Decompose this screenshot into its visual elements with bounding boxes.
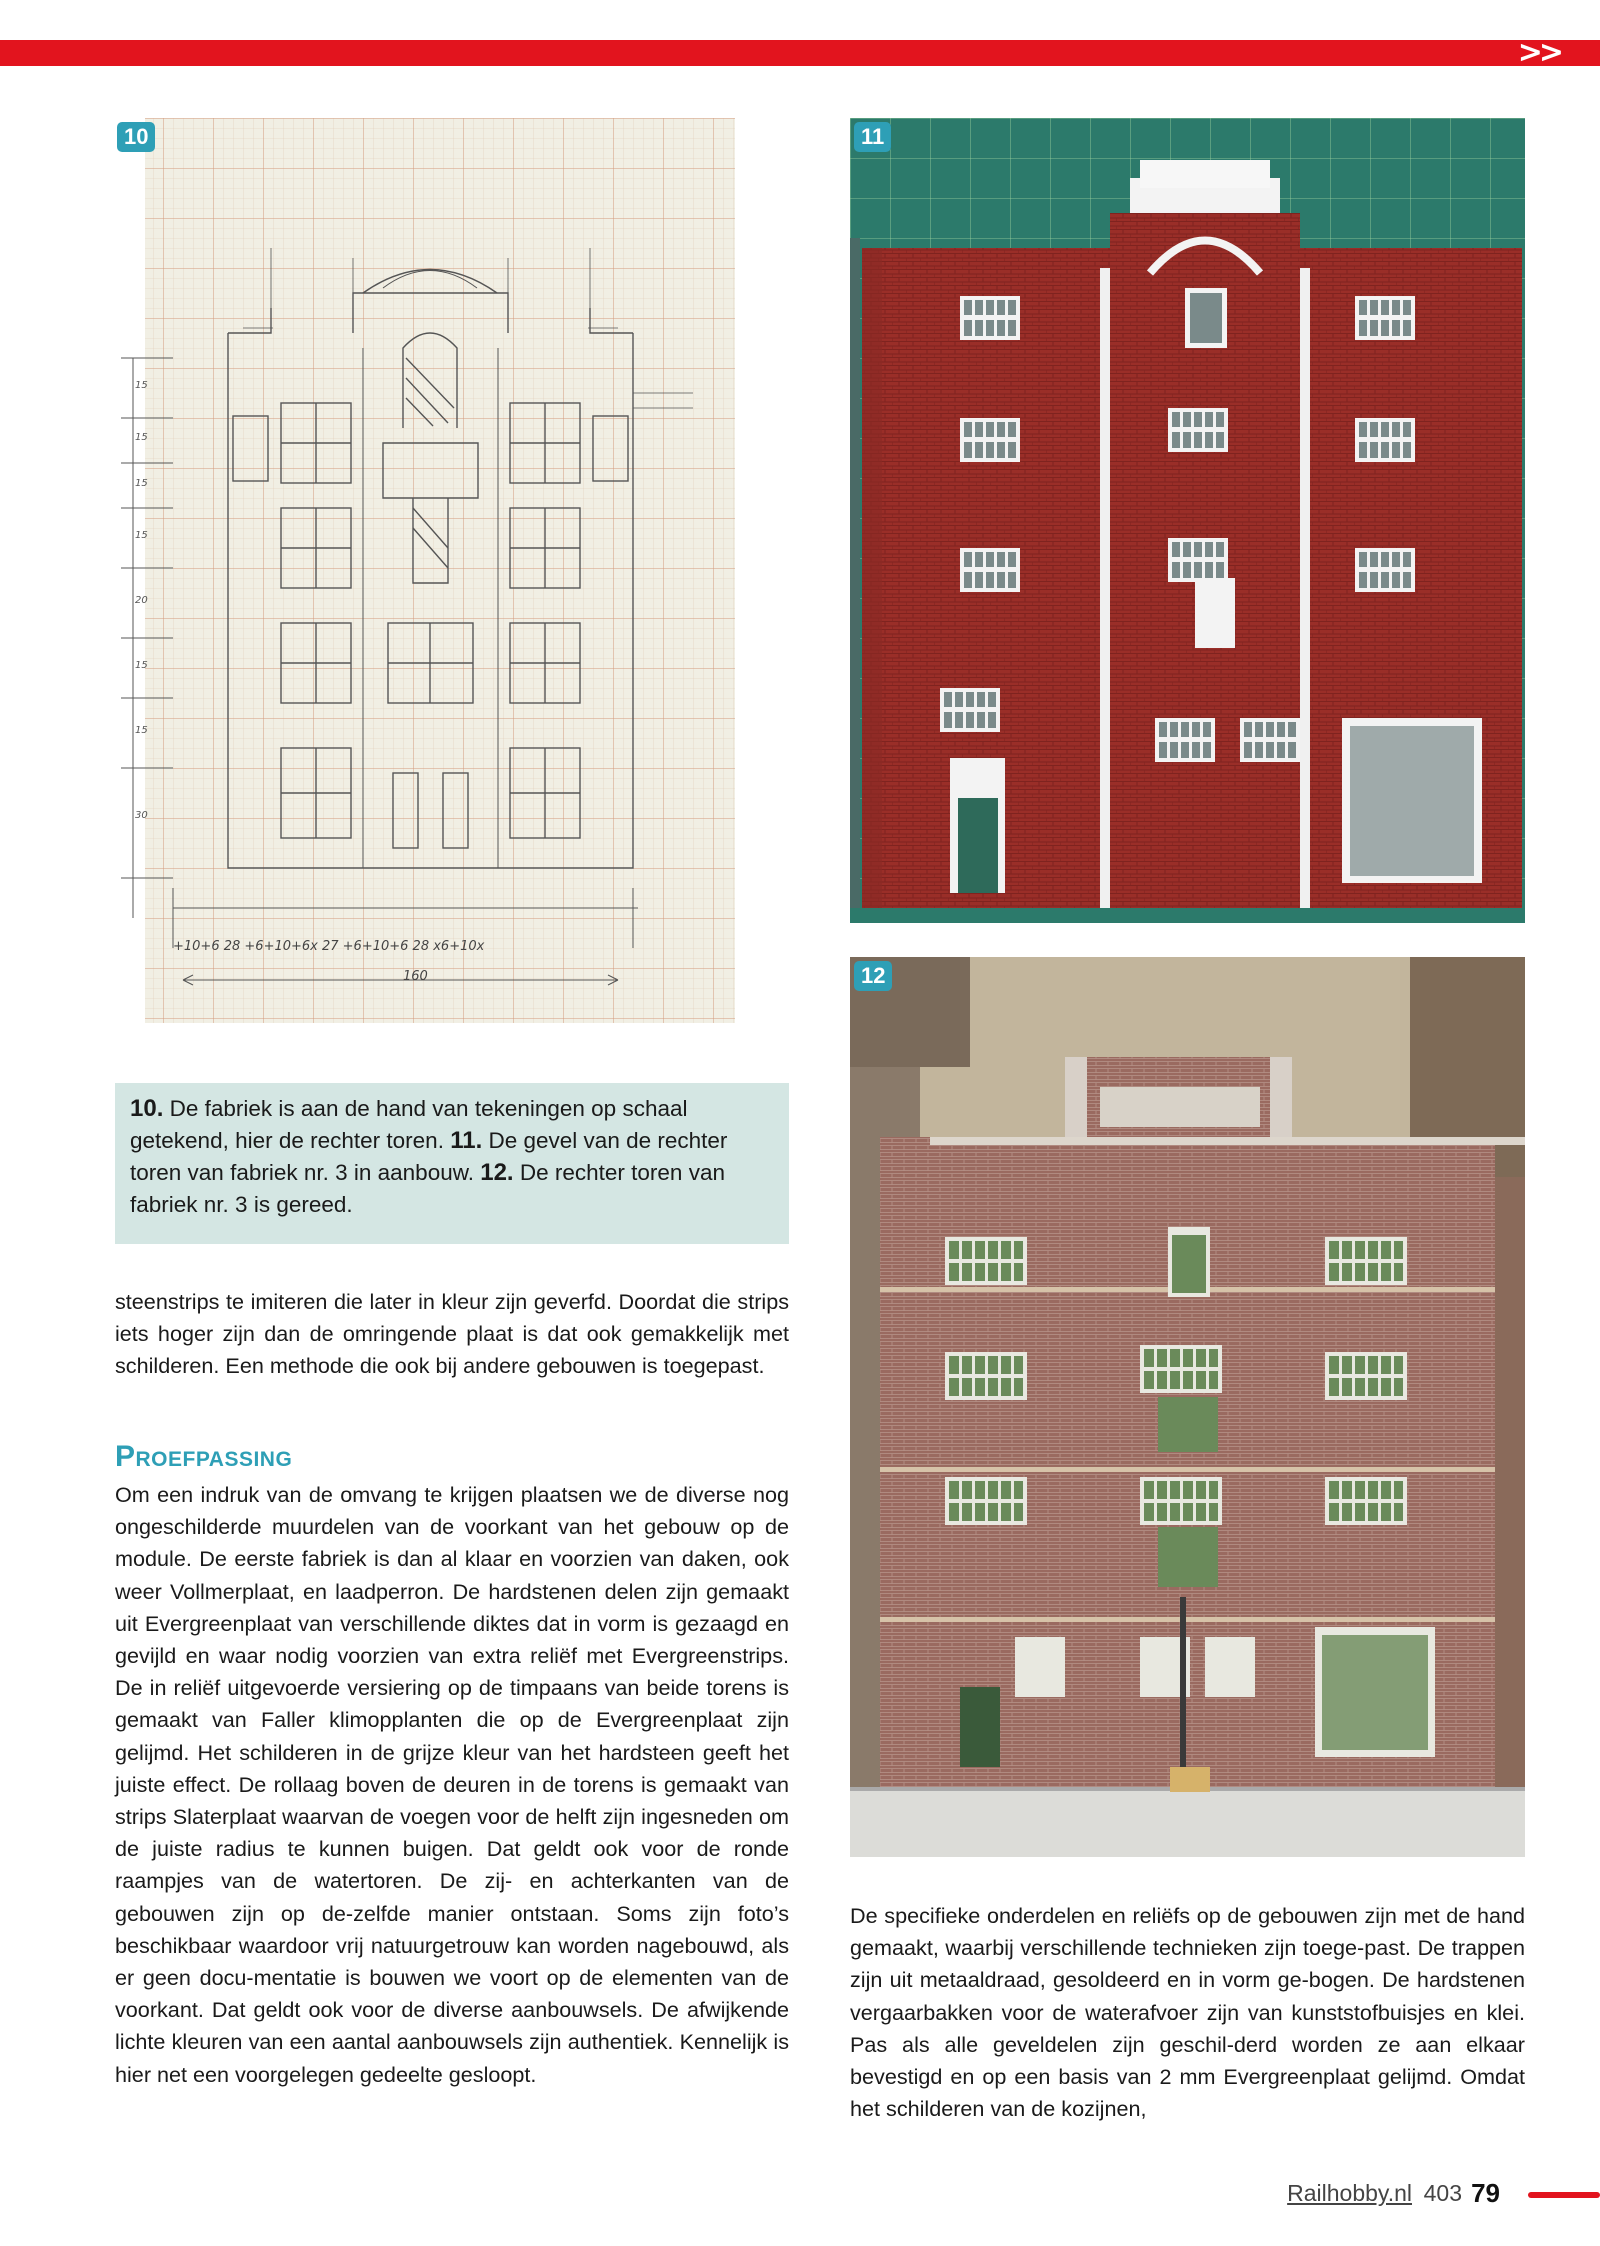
caption-text-12: De rechter toren van fabriek nr. 3 is gereed. — [130, 1160, 725, 1217]
caption-num-11: 11. — [450, 1127, 483, 1154]
top-red-bar — [0, 35, 1600, 70]
caption-text-10: De fabriek is aan de hand van tekeningen op schaal getekend, hier de rechter toren. — [130, 1096, 688, 1153]
drawing-total-width: 160 — [403, 969, 428, 984]
figure-10-drawing — [113, 118, 735, 1023]
side-dim-2: 15 — [135, 432, 148, 443]
figure-11-photo — [850, 118, 1525, 923]
body-paragraph-3: De specifieke onderdelen en reliëfs op de gebouwen zijn met de hand gemaakt, waarbij verschillende technieken zijn toege-past. De trappen zijn uit metaaldraad, gesoldeerd en in vorm ge-bogen. De hardstenen vergaarbakken voor de waterafvoer zijn van kunststofbuisjes en klei. Pas als alle geveldelen zijn geschil-derd worden ze aan elkaar bevestigd en op een basis van 2 mm Evergreenplaat gelijmd. Omdat het schilderen van de kozijnen, — [850, 1903, 1525, 2122]
brick-facade-image — [850, 118, 1525, 923]
caption-text-11: De gevel van de rechter toren van fabriek nr. 3 in aanbouw. — [130, 1128, 728, 1185]
side-dim-3: 15 — [135, 478, 148, 489]
side-dim-7: 15 — [135, 725, 148, 736]
side-dim-1: 15 — [135, 380, 148, 391]
section-heading: Proefpassing — [115, 1440, 293, 1473]
side-dim-8: 30 — [135, 810, 148, 821]
body-paragraph-2: Om een indruk van de omvang te krijgen plaatsen we de diverse nog ongeschilderde muurdelen van de voorkant van het gebouw op de module. De eerste fabriek is dan al klaar en voorzien van daken, ook weer Vollmerplaat, en laadperron. De hardstenen delen zijn gemaakt uit Evergreenplaat van verschillende diktes dat in vorm is gezaagd en gevijld en waar nodig voorzien van extra reliëf met Evergreenstrips. De in reliëf uitgevoerde versiering op de timpaans van beide torens is gemaakt van Faller klimopplanten die op de Evergreenplaat zijn gelijmd. Het schilderen in de grijze kleur van het hardsteen geeft het juiste effect. De rollaag boven de deuren in de torens is gemaakt van strips Slaterplaat waarvan de voegen voor de helft zijn ingesneden om de juiste radius te kunnen buigen. Dat geldt ook voor de ronde raampjes van de watertoren. De zij- en achterkanten van de gebouwen zijn op de-zelfde manier ontstaan. Soms zijn foto’s beschikbaar waardoor vrij natuurgetrouw kan worden nagebouwd, als er geen docu-mentatie is bouwen we voort op de elementen van de voorkant. Dat geldt ook voor de diverse aanbouwsels. De afwijkende lichte kleuren van een aantal aanbouwsels zijn authentiek. Kennelijk is hier net een voorgelegen gedeelte gesloopt. — [115, 1482, 789, 2087]
finished-building-image — [850, 957, 1525, 1857]
figure-number-11: 11 — [854, 122, 891, 152]
page-footer — [1000, 2180, 1600, 2214]
caption-num-10: 10. — [130, 1095, 164, 1122]
footer-red-line — [1528, 2192, 1600, 2198]
figure-number-10: 10 — [117, 122, 155, 152]
side-dim-6: 15 — [135, 660, 148, 671]
figure-12-photo — [850, 957, 1525, 1857]
figure-caption — [115, 1083, 789, 1244]
footer-issue: 403 — [1423, 2180, 1462, 2206]
side-dim-4: 15 — [135, 530, 148, 541]
caption-num-12: 12. — [480, 1159, 514, 1186]
figure-number-12: 12 — [854, 961, 892, 991]
page-number: 79 — [1471, 2178, 1500, 2208]
continue-chevron: >> — [1517, 35, 1560, 70]
footer-site-link[interactable]: Railhobby.nl — [1287, 2180, 1412, 2206]
drawing-dimensions: +10+6 28 +6+10+6x 27 +6+10+6 28 x6+10x — [173, 939, 485, 954]
side-dim-5: 20 — [135, 595, 148, 606]
technical-drawing — [113, 118, 735, 1023]
body-paragraph-1: steenstrips te imiteren die later in kleur zijn geverfd. Doordat die strips iets hoger zijn dan de omringende plaat is dat ook gemakkelijk met schilderen. Een methode die ook bij andere gebouwen is toegepast. — [115, 1289, 789, 1379]
